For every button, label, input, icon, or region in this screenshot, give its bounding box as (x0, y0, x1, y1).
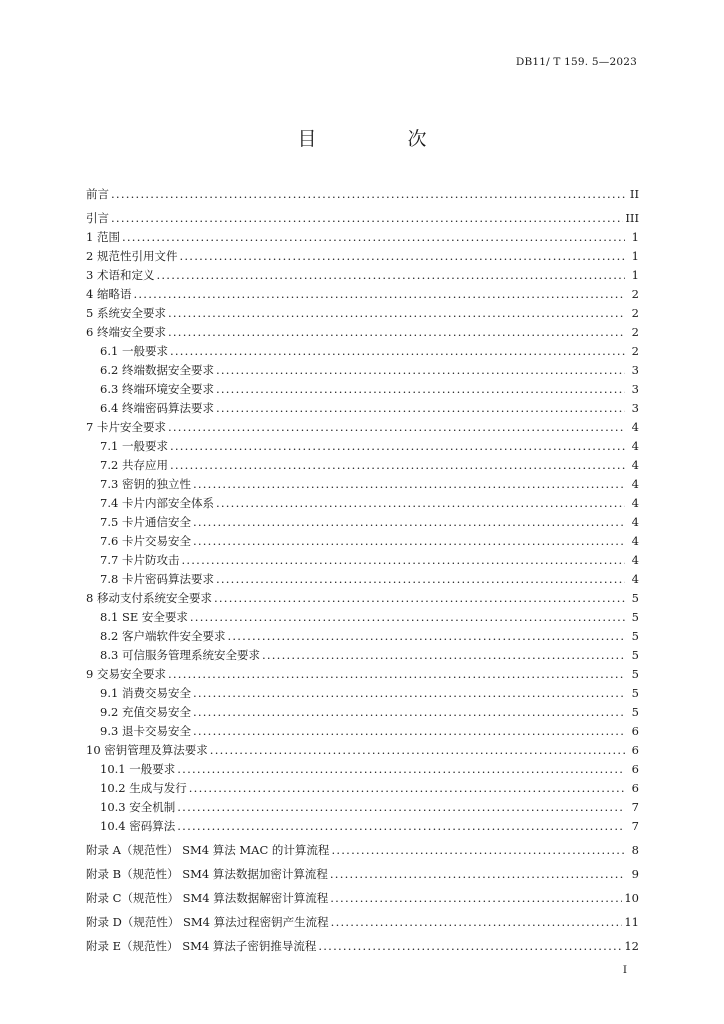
toc-entry[interactable] (86, 857, 639, 881)
toc-dot-leader (193, 477, 625, 491)
toc-entry[interactable] (86, 586, 639, 605)
toc-entry-page: III (625, 211, 639, 225)
toc-entry[interactable] (86, 548, 639, 567)
toc-entry-label: 7.8 卡片密码算法要求 (100, 572, 214, 586)
toc-dot-leader (133, 287, 625, 301)
toc-entry-label: 7.3 密钥的独立性 (100, 477, 191, 491)
toc-entry-label: 10.2 生成与发行 (100, 781, 187, 795)
toc-entry-label: 8.1 SE 安全要求 (100, 610, 188, 624)
toc-entry-page: 12 (624, 939, 639, 953)
toc-entry-page: 6 (631, 743, 639, 757)
toc-entry[interactable] (86, 881, 639, 905)
toc-entry-page: II (629, 187, 639, 201)
toc-entry-page: 6 (631, 724, 639, 738)
toc-dot-leader (214, 591, 625, 605)
toc-entry[interactable] (86, 320, 639, 339)
page-number: I (622, 964, 627, 976)
toc-entry[interactable] (86, 510, 639, 529)
toc-entry[interactable] (86, 662, 639, 681)
toc-entry-label: 附录 E（规范性） SM4 算法子密钥推导流程 (86, 939, 317, 953)
toc-entry-label: 6.4 终端密码算法要求 (100, 401, 214, 415)
toc-entry-page: 5 (631, 610, 639, 624)
toc-entry-page: 5 (631, 667, 639, 681)
toc-entry-label: 7 卡片安全要求 (86, 420, 166, 434)
toc-dot-leader (168, 667, 625, 681)
toc-entry-label: 8.3 可信服务管理系统安全要求 (100, 648, 260, 662)
toc-entry[interactable] (86, 301, 639, 320)
toc-entry-label: 9.3 退卡交易安全 (100, 724, 191, 738)
toc-entry-page: 4 (631, 515, 639, 529)
toc-entry-page: 8 (631, 843, 639, 857)
toc-entry-page: 1 (631, 268, 639, 282)
toc-entry[interactable] (86, 929, 639, 953)
toc-entry-page: 4 (631, 420, 639, 434)
toc-entry[interactable] (86, 263, 639, 282)
toc-entry[interactable] (86, 776, 639, 795)
toc-dot-leader (168, 420, 625, 434)
toc-entry-page: 4 (631, 477, 639, 491)
toc-entry[interactable] (86, 339, 639, 358)
toc-entry-label: 附录 C（规范性） SM4 算法数据解密计算流程 (86, 891, 329, 905)
toc-entry-label: 2 规范性引用文件 (86, 249, 178, 263)
toc-dot-leader (193, 515, 625, 529)
toc-entry-page: 2 (631, 325, 639, 339)
toc-dot-leader (111, 211, 623, 225)
toc-entry-page: 4 (631, 439, 639, 453)
toc-entry-page: 4 (631, 553, 639, 567)
toc-entry[interactable] (86, 358, 639, 377)
toc-entry[interactable] (86, 415, 639, 434)
toc-entry-page: 2 (631, 344, 639, 358)
document-number: DB11/ T 159. 5—2023 (515, 56, 637, 68)
toc-entry[interactable] (86, 757, 639, 776)
toc-entry[interactable] (86, 201, 639, 225)
toc-entry[interactable] (86, 377, 639, 396)
toc-entry-page: 3 (631, 401, 639, 415)
toc-dot-leader (330, 891, 622, 905)
toc-dot-leader (177, 762, 625, 776)
toc-entry-label: 7.7 卡片防攻击 (100, 553, 180, 567)
toc-entry[interactable] (86, 177, 639, 201)
toc-dot-leader (318, 939, 622, 953)
toc-dot-leader (168, 325, 625, 339)
toc-entry-page: 5 (631, 629, 639, 643)
toc-entry-page: 5 (631, 686, 639, 700)
toc-entry-label: 9 交易安全要求 (86, 667, 166, 681)
toc-dot-leader (189, 781, 625, 795)
toc-dot-leader (216, 572, 625, 586)
table-of-contents (86, 177, 639, 953)
toc-entry[interactable] (86, 605, 639, 624)
toc-entry[interactable] (86, 738, 639, 757)
toc-entry-label: 7.4 卡片内部安全体系 (100, 496, 214, 510)
toc-dot-leader (216, 382, 625, 396)
toc-entry[interactable] (86, 624, 639, 643)
toc-entry-page: 2 (631, 287, 639, 301)
toc-entry-label: 6.3 终端环境安全要求 (100, 382, 214, 396)
toc-dot-leader (170, 344, 625, 358)
toc-entry[interactable] (86, 282, 639, 301)
toc-entry-label: 1 范围 (86, 230, 120, 244)
toc-entry[interactable] (86, 567, 639, 586)
toc-entry-page: 5 (631, 591, 639, 605)
toc-dot-leader (210, 743, 625, 757)
toc-dot-leader (216, 496, 625, 510)
toc-dot-leader (177, 819, 625, 833)
toc-dot-leader (111, 187, 625, 201)
toc-entry-label: 9.2 充值交易安全 (100, 705, 191, 719)
toc-dot-leader (193, 724, 625, 738)
toc-entry-label: 10 密钥管理及算法要求 (86, 743, 208, 757)
toc-entry[interactable] (86, 244, 639, 263)
toc-entry-page: 1 (631, 249, 639, 263)
toc-entry[interactable] (86, 434, 639, 453)
toc-entry-label: 5 系统安全要求 (86, 306, 166, 320)
toc-dot-leader (227, 629, 625, 643)
toc-entry-page: 4 (631, 534, 639, 548)
toc-entry-label: 6.1 一般要求 (100, 344, 168, 358)
toc-entry[interactable] (86, 396, 639, 415)
toc-entry[interactable] (86, 453, 639, 472)
toc-dot-leader (170, 439, 625, 453)
toc-entry-label: 7.1 一般要求 (100, 439, 168, 453)
toc-entry-label: 10.3 安全机制 (100, 800, 176, 814)
toc-dot-leader (330, 867, 625, 881)
toc-entry-label: 附录 B（规范性） SM4 算法数据加密计算流程 (86, 867, 328, 881)
toc-entry[interactable] (86, 643, 639, 662)
toc-dot-leader (331, 843, 625, 857)
toc-entry[interactable] (86, 795, 639, 814)
toc-dot-leader (177, 800, 625, 814)
toc-entry-page: 6 (631, 762, 639, 776)
toc-entry-page: 3 (631, 363, 639, 377)
toc-entry-page: 7 (631, 800, 639, 814)
toc-entry-label: 前言 (86, 187, 109, 201)
toc-dot-leader (179, 249, 625, 263)
toc-entry[interactable] (86, 491, 639, 510)
toc-dot-leader (216, 363, 625, 377)
toc-entry-page: 7 (631, 819, 639, 833)
toc-entry-page: 4 (631, 496, 639, 510)
toc-entry-page: 4 (631, 458, 639, 472)
toc-entry-page: 2 (631, 306, 639, 320)
toc-dot-leader (181, 553, 625, 567)
toc-entry-page: 10 (624, 891, 639, 905)
toc-entry[interactable] (86, 700, 639, 719)
toc-dot-leader (168, 306, 625, 320)
toc-dot-leader (193, 705, 625, 719)
toc-entry-label: 7.5 卡片通信安全 (100, 515, 191, 529)
toc-entry-page: 5 (631, 705, 639, 719)
toc-dot-leader (262, 648, 625, 662)
toc-entry[interactable] (86, 905, 639, 929)
toc-entry-label: 6 终端安全要求 (86, 325, 166, 339)
toc-entry[interactable] (86, 814, 639, 833)
page-title: 目 次 (297, 128, 463, 150)
toc-entry-label: 附录 A（规范性） SM4 算法 MAC 的计算流程 (86, 843, 330, 857)
toc-entry-label: 7.6 卡片交易安全 (100, 534, 191, 548)
toc-entry-page: 6 (631, 781, 639, 795)
toc-dot-leader (156, 268, 625, 282)
toc-dot-leader (170, 458, 625, 472)
toc-entry-label: 9.1 消费交易安全 (100, 686, 191, 700)
toc-entry-label: 引言 (86, 211, 109, 225)
toc-dot-leader (122, 230, 625, 244)
toc-entry-label: 10.4 密码算法 (100, 819, 176, 833)
toc-entry-page: 4 (631, 572, 639, 586)
toc-entry-label: 4 缩略语 (86, 287, 132, 301)
toc-entry-page: 3 (631, 382, 639, 396)
toc-entry[interactable] (86, 529, 639, 548)
toc-dot-leader (216, 401, 625, 415)
toc-entry-page: 11 (624, 915, 639, 929)
toc-entry-page: 9 (631, 867, 639, 881)
toc-entry[interactable] (86, 225, 639, 244)
toc-entry-page: 1 (631, 230, 639, 244)
toc-entry-label: 附录 D（规范性） SM4 算法过程密钥产生流程 (86, 915, 329, 929)
toc-entry-label: 3 术语和定义 (86, 268, 155, 282)
toc-entry-label: 6.2 终端数据安全要求 (100, 363, 214, 377)
toc-entry-label: 8.2 客户端软件安全要求 (100, 629, 226, 643)
toc-dot-leader (190, 610, 625, 624)
toc-entry[interactable] (86, 681, 639, 700)
toc-dot-leader (193, 686, 625, 700)
toc-entry-label: 10.1 一般要求 (100, 762, 176, 776)
toc-entry-label: 8 移动支付系统安全要求 (86, 591, 212, 605)
toc-entry-page: 5 (631, 648, 639, 662)
toc-entry-label: 7.2 共存应用 (100, 458, 168, 472)
toc-entry[interactable] (86, 719, 639, 738)
toc-dot-leader (193, 534, 625, 548)
toc-entry[interactable] (86, 472, 639, 491)
toc-dot-leader (331, 915, 623, 929)
toc-entry[interactable] (86, 833, 639, 857)
